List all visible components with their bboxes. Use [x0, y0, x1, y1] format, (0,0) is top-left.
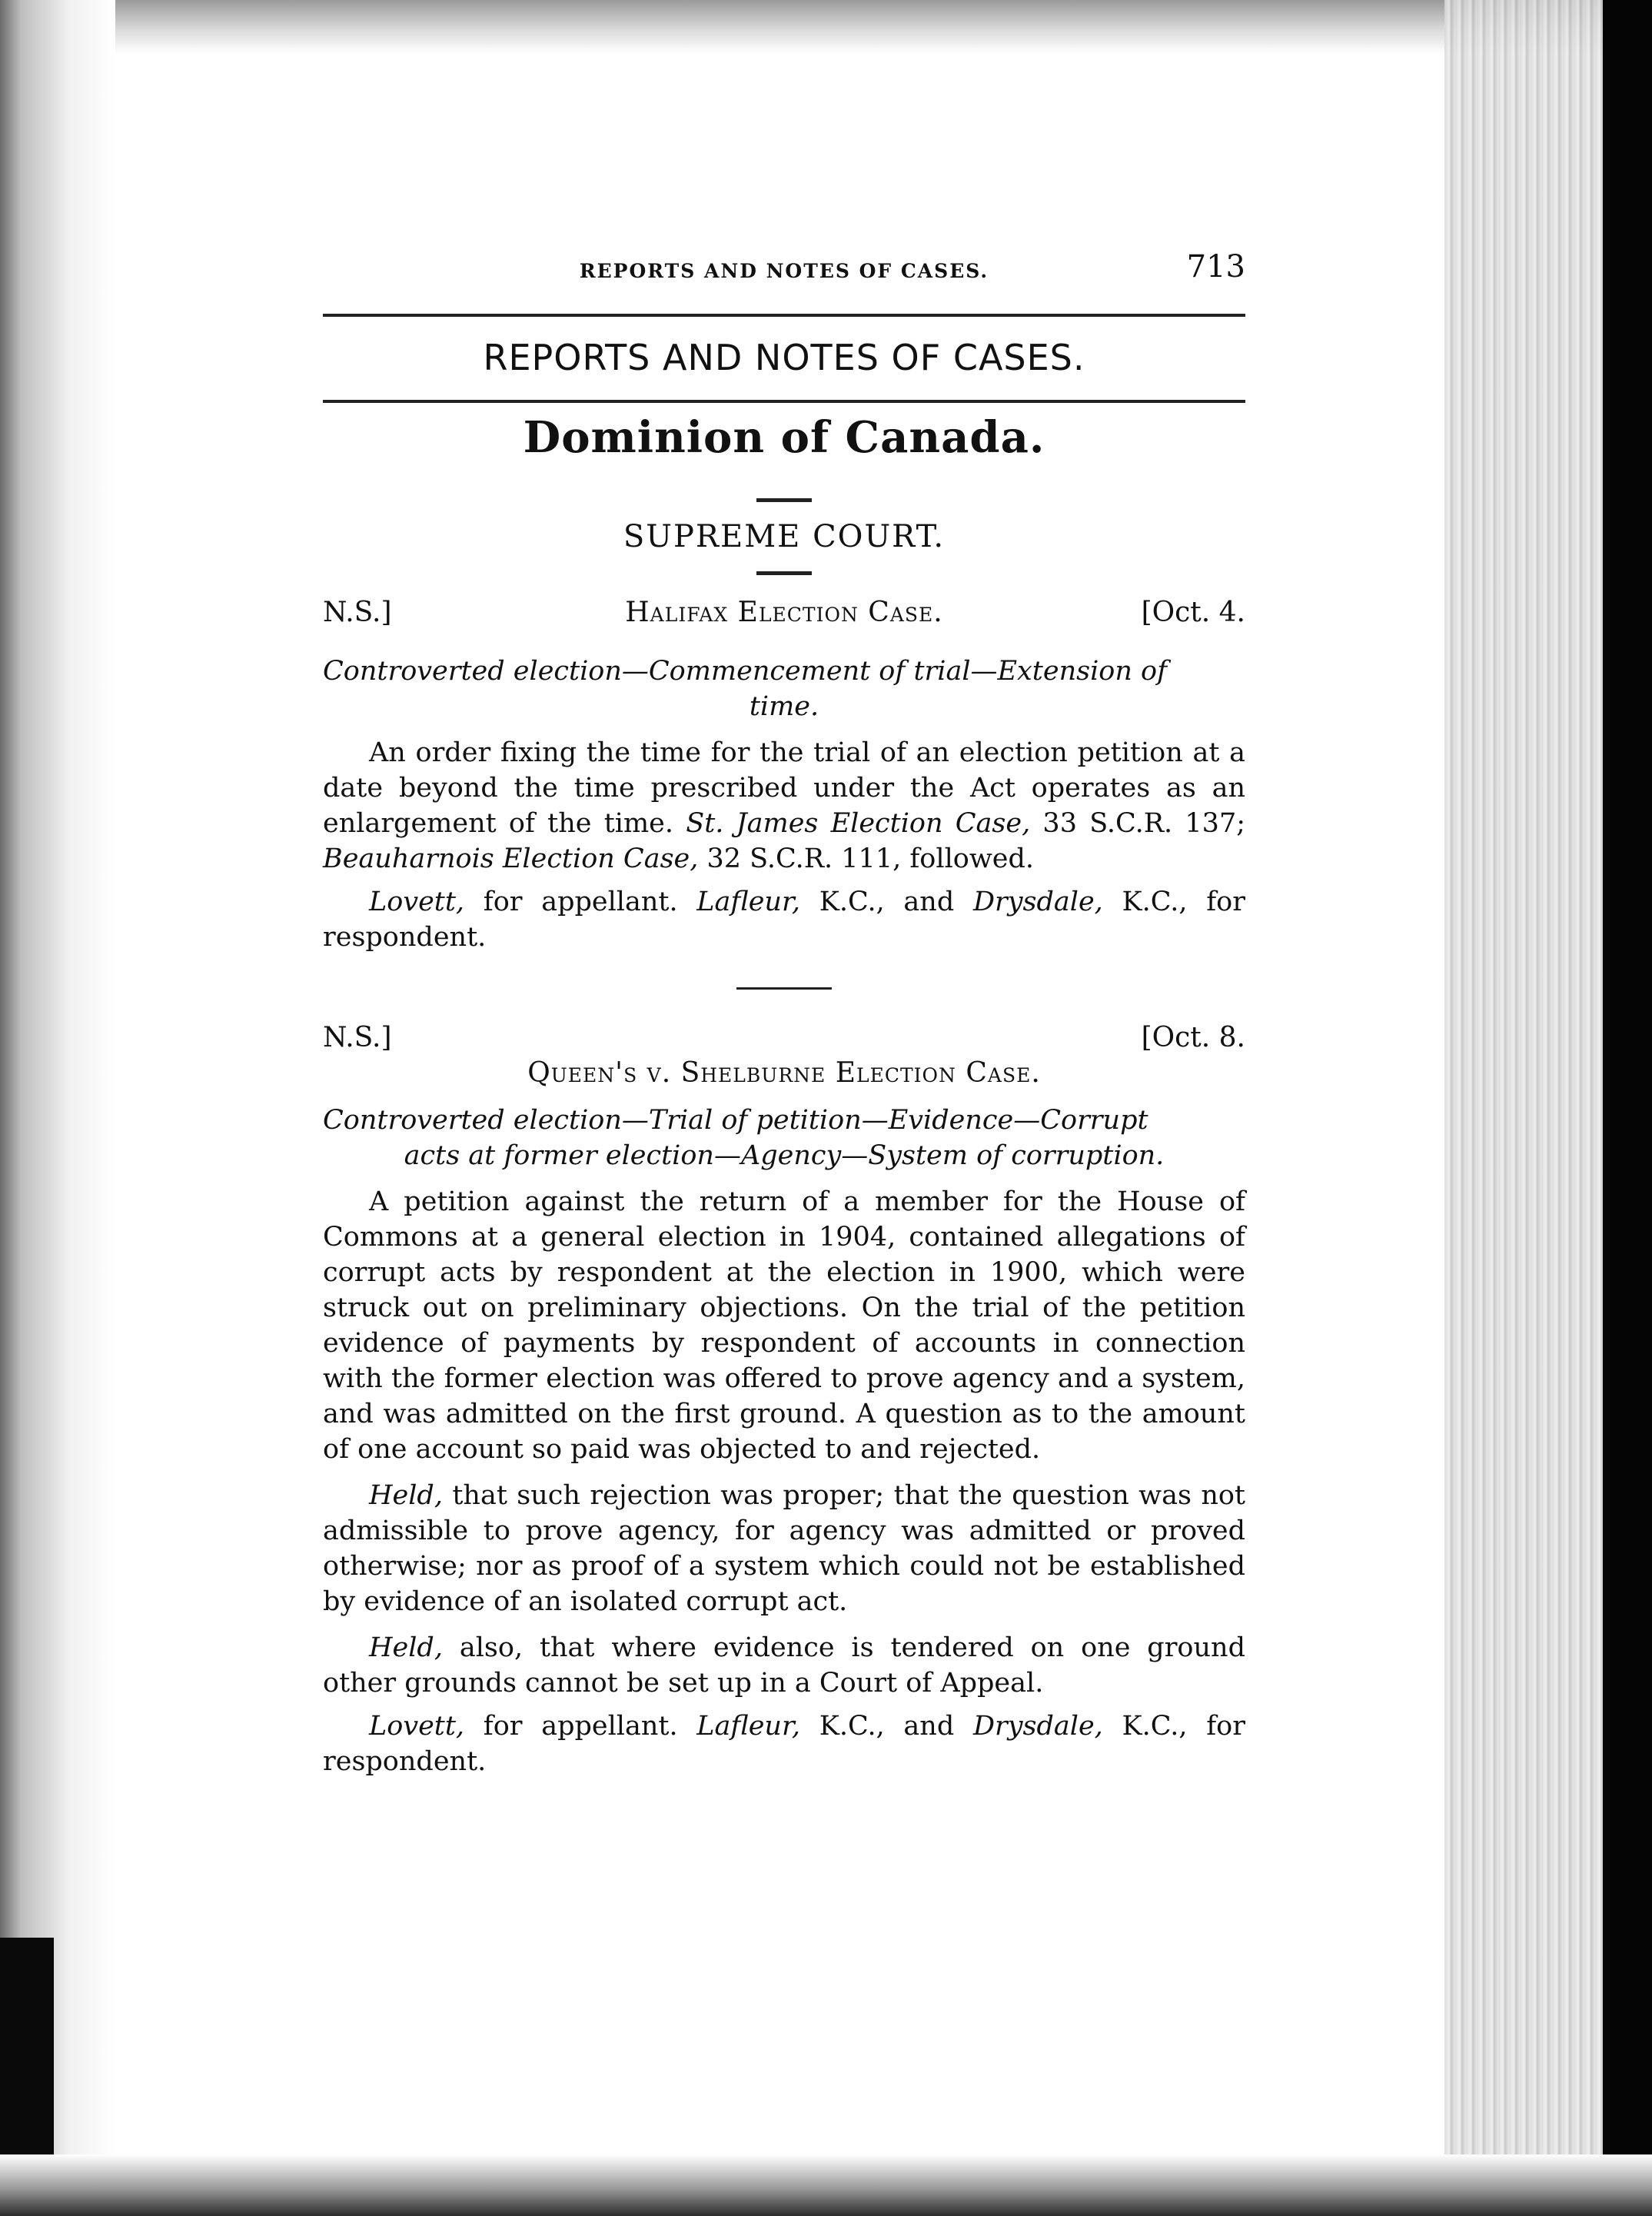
- case1-province: N.S.]: [323, 597, 392, 628]
- case1-counsel-name3: Drysdale,: [972, 887, 1103, 917]
- case2-held2: [323, 1630, 1245, 1701]
- case2-province: N.S.]: [323, 1022, 392, 1053]
- case1-headnote-line2: time.: [749, 691, 819, 722]
- court-heading: SUPREME COURT.: [623, 519, 946, 554]
- case1-counsel-name2: Lafleur,: [696, 887, 800, 917]
- case1-headnote: [323, 654, 1245, 724]
- scan-edge-right: [1603, 0, 1652, 2216]
- case1-counsel-name1: Lovett,: [369, 887, 465, 917]
- case1-date: [Oct. 4.: [1141, 597, 1245, 628]
- case2-date: [Oct. 8.: [1141, 1022, 1245, 1053]
- case-separator-rule: [736, 987, 832, 990]
- case2-held1-text: that such rejection was proper; that the question was not admissible to prove agency, for agency was admitted or proved otherwise; nor as proof of a system which could not be established by evidence of an isolated corrupt act.: [323, 1480, 1245, 1617]
- dominion-heading: Dominion of Canada.: [523, 412, 1045, 463]
- case2-held1: [323, 1478, 1245, 1619]
- running-head: [323, 246, 1245, 292]
- case2-heading: [323, 1022, 1245, 1065]
- case1-cite1-ref: 33 S.C.R. 137;: [1030, 808, 1246, 839]
- case1-heading: [323, 597, 1245, 640]
- book-page-edges: [1444, 0, 1606, 2216]
- case1-counsel-role1: for appellant.: [464, 887, 697, 917]
- document-page: [323, 246, 1245, 1806]
- case1-cite1: St. James Election Case,: [686, 808, 1031, 839]
- case2-counsel-name3: Drysdale,: [972, 1711, 1103, 1742]
- case2-headnote-line2: acts at former election—Agency—System of corruption.: [404, 1140, 1165, 1171]
- case2-counsel: [323, 1709, 1245, 1779]
- running-head-title: REPORTS AND NOTES OF CASES.: [579, 260, 989, 282]
- case2-counsel-role1: for appellant.: [464, 1711, 697, 1742]
- dash-rule-top: [756, 498, 812, 502]
- case1-counsel-mid: K.C., and: [800, 887, 973, 917]
- dash-rule-bottom: [756, 571, 812, 575]
- section-heading: REPORTS AND NOTES OF CASES.: [483, 337, 1085, 378]
- case1-counsel: [323, 884, 1245, 955]
- case2-counsel-end: K.C., for respondent.: [323, 1711, 1245, 1777]
- case1-cite2-ref: 32 S.C.R. 111, followed.: [698, 843, 1035, 874]
- case1-cite2: Beauharnois Election Case,: [323, 843, 699, 874]
- case1-headnote-line1: Controverted election—Commencement of trial—Extension of: [323, 656, 1168, 687]
- case2-counsel-name2: Lafleur,: [696, 1711, 800, 1742]
- scan-edge-top: [0, 0, 1652, 54]
- page-number: 713: [1186, 249, 1245, 284]
- case2-held1-label: Held,: [369, 1480, 443, 1511]
- case2-headnote: [323, 1103, 1245, 1173]
- case2-counsel-mid: K.C., and: [800, 1711, 973, 1742]
- case2-title: Queen's v. Shelburne Election Case.: [527, 1057, 1041, 1089]
- case1-title: Halifax Election Case.: [625, 597, 943, 628]
- scan-edge-left: [0, 0, 115, 2216]
- case2-headnote-line1: Controverted election—Trial of petition—Evidence—Corrupt: [323, 1105, 1148, 1136]
- case2-held2-label: Held,: [369, 1632, 443, 1663]
- section-rule: [323, 400, 1245, 403]
- case2-body: A petition against the return of a member for the House of Commons at a general election in 1904, contained allegations of corrupt acts by respondent at the election in 1900, which were struck out on preliminary objections. On the trial of the petition evidence of payments by respondent of accounts in connection with the former election was offered to prove agency and a system, and was admitted on the first ground. A question as to the amount of one account so paid was objected to and rejected.: [323, 1186, 1245, 1465]
- case1-body: [323, 735, 1245, 877]
- scan-edge-bottom: [0, 2154, 1652, 2216]
- header-rule: [323, 314, 1245, 317]
- case1-body-text: An order fixing the time for the trial of an election petition at a date beyond the time prescribed under the Act operates as an enlargement of the time.: [323, 737, 1245, 839]
- case2-held2-text: also, that where evidence is tendered on one ground other grounds cannot be set up in a Court of Appeal.: [323, 1632, 1245, 1699]
- case1-counsel-end: K.C., for respondent.: [323, 887, 1245, 953]
- case2-counsel-name1: Lovett,: [369, 1711, 465, 1742]
